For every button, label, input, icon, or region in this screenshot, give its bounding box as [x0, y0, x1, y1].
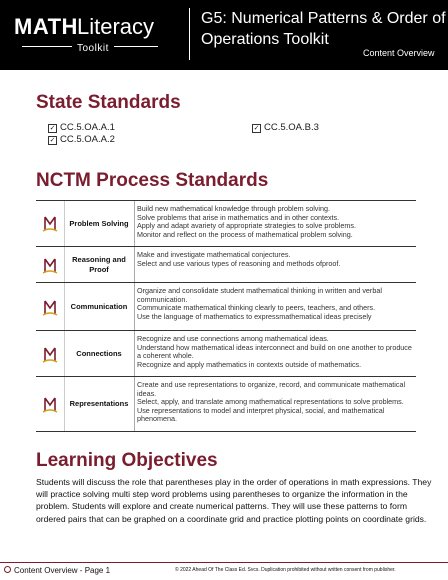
icon-cell	[36, 247, 65, 283]
learning-objectives-heading: Learning Objectives	[36, 450, 218, 471]
footer-page-label: Content Overview - Page 1	[4, 566, 110, 575]
page-title: G5: Numerical Patterns & Order of Operations Toolkit	[201, 10, 446, 48]
icon-cell	[36, 331, 65, 377]
row-description: Make and investigate mathematical conjectures. Select and use various types of reasoning and methods ofproof.	[137, 250, 341, 268]
math-literacy-icon	[42, 213, 58, 233]
row-description: Build new mathematical knowledge through problem solving. Solve problems that arise in mathematics and in other contexts. Apply and adapt avariety of appropriate strategies to solve problems. Monitor and reflect on the process of mathematical problem solving.	[137, 204, 356, 239]
row-label: Reasoning and Proof	[64, 247, 135, 283]
state-standards-heading: State Standards	[36, 92, 181, 113]
brand-logo	[14, 10, 174, 58]
checkbox-icon: ✓	[49, 125, 56, 132]
math-literacy-icon	[42, 297, 58, 317]
brand-toolkit: Toolkit	[72, 43, 114, 54]
row-label: Problem Solving	[64, 201, 135, 247]
icon-cell	[36, 283, 65, 331]
row-description: Recognize and use connections among mathematical ideas. Understand how mathematical ideas interconnect and build on one another to produce a coherent whole. Recognize and apply mathematics in contexts outside of mathematics.	[137, 334, 412, 369]
checkbox-icon: ✓	[49, 137, 56, 144]
math-literacy-icon	[42, 394, 58, 414]
footer-divider	[0, 562, 448, 563]
bullet-icon	[4, 566, 11, 573]
row-description: Create and use representations to organize, record, and communicate mathematical ideas. Select, apply, and translate among mathematical representations to solve problems. Use representations to model and interpret physical, social, and mathematical phenomena.	[137, 380, 406, 424]
table-row	[36, 246, 416, 283]
standard-item: ✓ CC.5.OA.A.2	[49, 134, 115, 145]
row-label: Connections	[64, 331, 135, 377]
row-label: Communication	[64, 283, 135, 331]
learning-objectives-text: Students will discuss the role that parentheses play in the order of operations in math expressions. They will practice solving multi step word problems using parentheses to organize the information in the problem. Students will explore and create numerical patterns. They will use these patterns to form ordered pairs that can be graphed on a coordinate grid and practice plotting points on coordinate grids.	[36, 477, 432, 524]
table-row	[36, 282, 416, 331]
footer-copyright: © 2022 Ahead Of The Class Ed. Svcs. Duplication prohibited without written consent from publisher.	[175, 567, 396, 573]
table-row	[36, 376, 416, 432]
icon-cell	[36, 377, 65, 431]
math-literacy-icon	[42, 344, 58, 364]
math-literacy-icon	[42, 255, 58, 275]
brand-math: MATH	[14, 14, 78, 39]
table-row	[36, 200, 416, 247]
brand-literacy: Literacy	[77, 14, 155, 39]
checkbox-icon: ✓	[253, 125, 260, 132]
header-divider	[189, 8, 190, 60]
nctm-heading: NCTM Process Standards	[36, 170, 269, 191]
table-row	[36, 330, 416, 377]
header-bar	[0, 0, 448, 70]
row-description: Organize and consolidate student mathematical thinking in written and verbal communication. Communicate mathematical thinking clearly to peers, teachers, and others. Use the language of mathematics to expressmathematical ideas precisely	[137, 286, 382, 321]
row-label: Representations	[64, 377, 135, 431]
icon-cell	[36, 201, 65, 247]
page-subtitle: Content Overview	[363, 48, 435, 58]
standard-item: ✓ CC.5.OA.A.1	[49, 122, 115, 133]
standard-item: ✓ CC.5.OA.B.3	[253, 122, 319, 133]
